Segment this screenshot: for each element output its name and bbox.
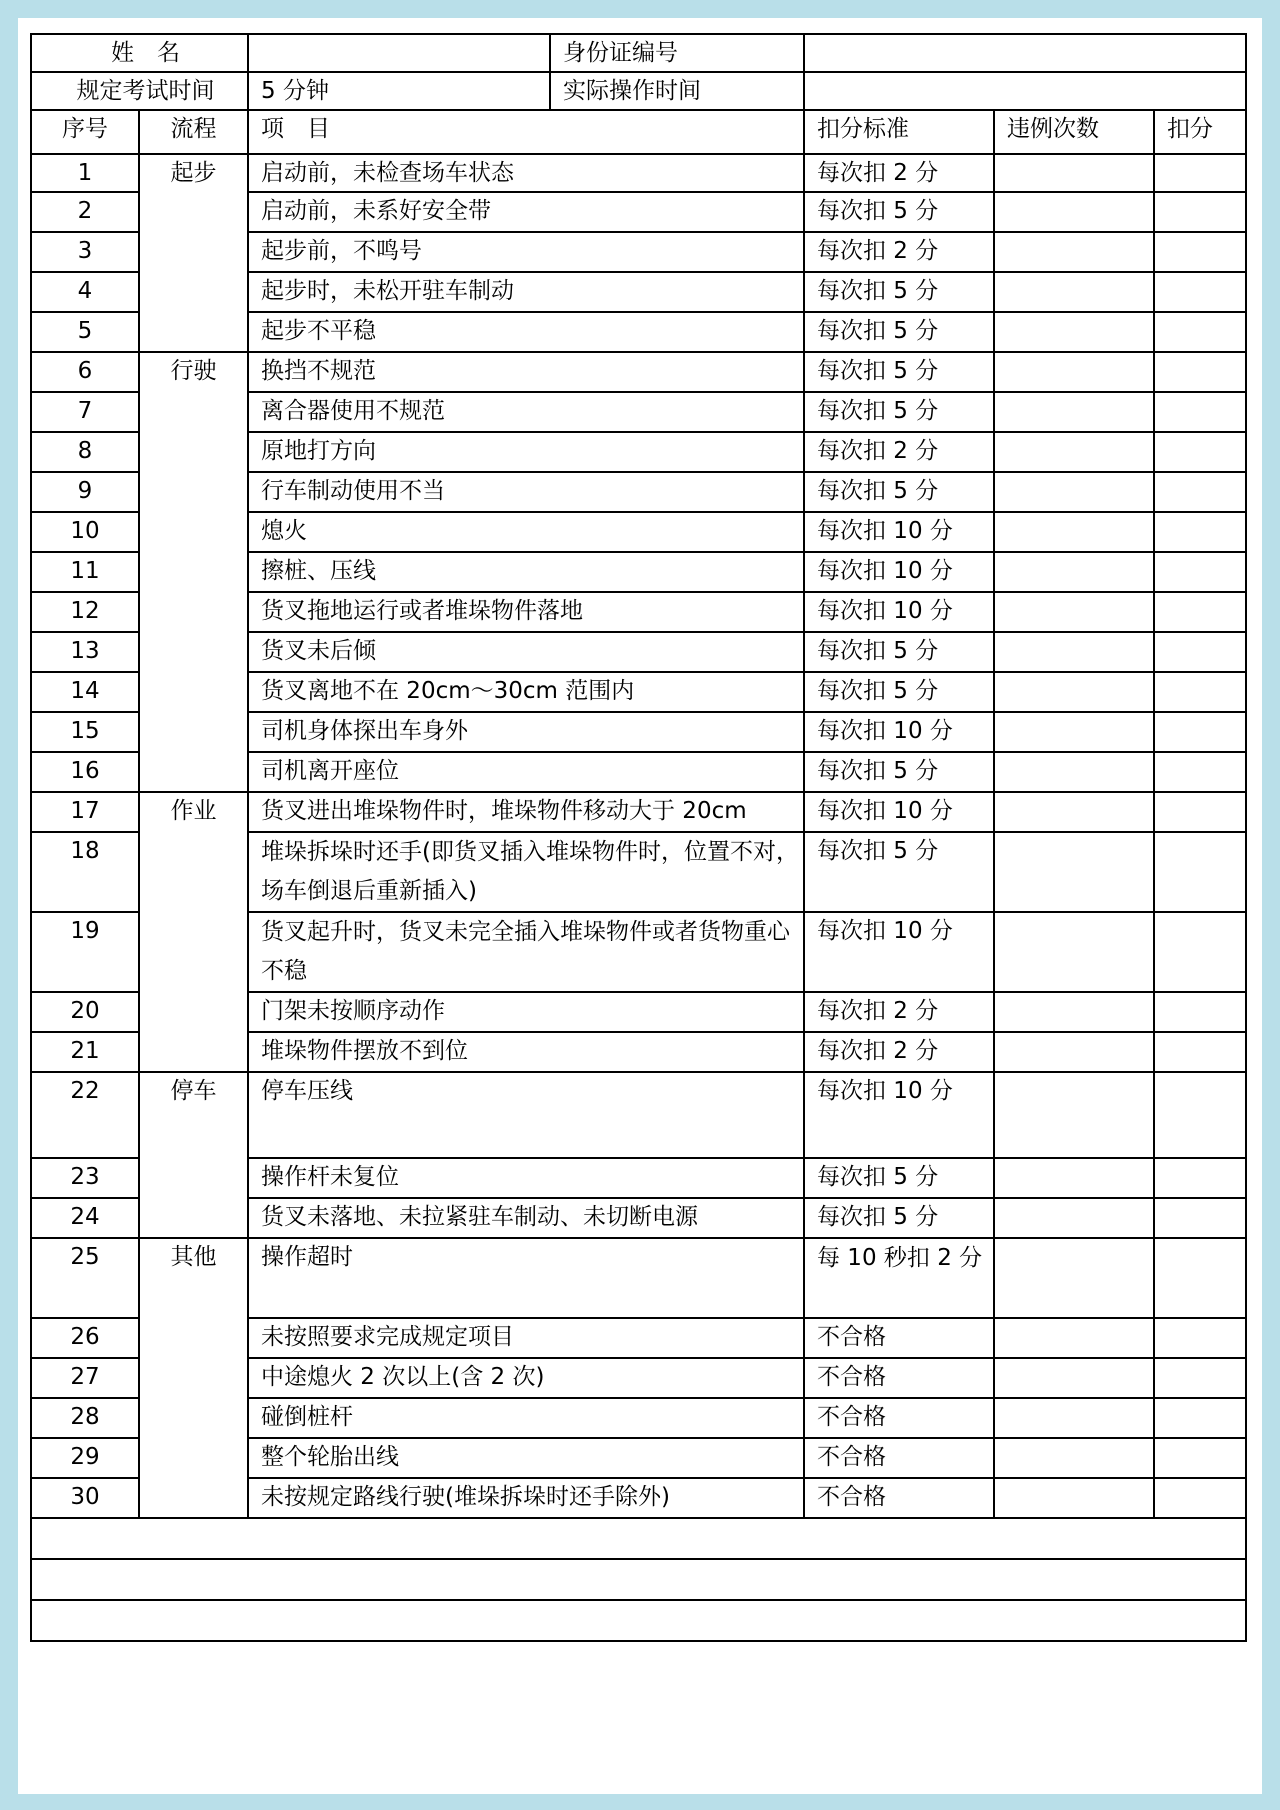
row-standard: 不合格: [804, 1318, 994, 1358]
row-seq: 28: [31, 1398, 139, 1438]
row-seq: 7: [31, 392, 139, 432]
table-row: [31, 1072, 1246, 1158]
row-score[interactable]: [1154, 352, 1246, 392]
table-row: [31, 352, 1246, 392]
exam-time-value: 5 分钟: [248, 72, 550, 110]
row-standard: 每次扣 5 分: [804, 832, 994, 912]
row-seq: 5: [31, 312, 139, 352]
row-score[interactable]: [1154, 154, 1246, 192]
row-count[interactable]: [994, 832, 1154, 912]
column-header-row: [31, 110, 1246, 154]
row-item: 未按照要求完成规定项目: [248, 1318, 804, 1358]
actual-time-value[interactable]: [804, 72, 1246, 110]
row-standard: 每次扣 10 分: [804, 592, 994, 632]
actual-time-label: 实际操作时间: [550, 72, 804, 110]
row-count[interactable]: [994, 192, 1154, 232]
row-standard: 每次扣 5 分: [804, 312, 994, 352]
row-seq: 24: [31, 1198, 139, 1238]
table-row: [31, 792, 1246, 832]
row-seq: 27: [31, 1358, 139, 1398]
row-seq: 23: [31, 1158, 139, 1198]
row-score[interactable]: [1154, 512, 1246, 552]
row-item: 货叉未落地、未拉紧驻车制动、未切断电源: [248, 1198, 804, 1238]
row-item: 未按规定路线行驶(堆垛拆垛时还手除外): [248, 1478, 804, 1518]
table-row: [31, 1238, 1246, 1318]
row-standard: 每次扣 5 分: [804, 192, 994, 232]
name-value[interactable]: [248, 34, 550, 72]
row-count[interactable]: [994, 432, 1154, 472]
row-score[interactable]: [1154, 312, 1246, 352]
row-item: 货叉进出堆垛物件时，堆垛物件移动大于 20cm: [248, 792, 804, 832]
row-count[interactable]: [994, 1198, 1154, 1238]
row-count[interactable]: [994, 1438, 1154, 1478]
row-seq: 22: [31, 1072, 139, 1158]
row-item: 启动前，未检查场车状态: [248, 154, 804, 192]
col-count: 违例次数: [994, 110, 1154, 154]
row-item: 熄火: [248, 512, 804, 552]
col-standard: 扣分标准: [804, 110, 994, 154]
row-count[interactable]: [994, 712, 1154, 752]
header-row-name: [31, 34, 1246, 72]
row-item: 操作超时: [248, 1238, 804, 1318]
row-count[interactable]: [994, 1318, 1154, 1358]
row-count[interactable]: [994, 1072, 1154, 1158]
score-sheet-table: [30, 33, 1247, 1642]
row-score[interactable]: [1154, 552, 1246, 592]
col-stage: 流程: [139, 110, 248, 154]
header-row-time: [31, 72, 1246, 110]
row-standard: 每次扣 5 分: [804, 472, 994, 512]
row-seq: 30: [31, 1478, 139, 1518]
row-stage: 停车: [139, 1072, 248, 1238]
exam-time-label: 规定考试时间: [31, 72, 248, 110]
row-score[interactable]: [1154, 1438, 1246, 1478]
col-item: 项 目: [248, 110, 804, 154]
row-item: 擦桩、压线: [248, 552, 804, 592]
row-standard: 不合格: [804, 1398, 994, 1438]
row-score[interactable]: [1154, 1032, 1246, 1072]
row-seq: 18: [31, 832, 139, 912]
row-count[interactable]: [994, 552, 1154, 592]
row-seq: 10: [31, 512, 139, 552]
col-score: 扣分: [1154, 110, 1246, 154]
row-seq: 2: [31, 192, 139, 232]
row-count[interactable]: [994, 912, 1154, 992]
row-item: 中途熄火 2 次以上(含 2 次): [248, 1358, 804, 1398]
row-item: 换挡不规范: [248, 352, 804, 392]
row-seq: 21: [31, 1032, 139, 1072]
row-standard: 每次扣 2 分: [804, 992, 994, 1032]
row-seq: 9: [31, 472, 139, 512]
row-standard: 每次扣 2 分: [804, 154, 994, 192]
row-seq: 29: [31, 1438, 139, 1478]
id-label: 身份证编号: [550, 34, 804, 72]
row-seq: 13: [31, 632, 139, 672]
row-item: 行车制动使用不当: [248, 472, 804, 512]
row-seq: 4: [31, 272, 139, 312]
table-row: [31, 154, 1246, 192]
row-standard: 每次扣 5 分: [804, 392, 994, 432]
row-count[interactable]: [994, 272, 1154, 312]
row-score[interactable]: [1154, 1398, 1246, 1438]
row-count[interactable]: [994, 352, 1154, 392]
row-count[interactable]: [994, 672, 1154, 712]
name-label: 姓 名: [31, 34, 248, 72]
row-stage: 行驶: [139, 352, 248, 792]
row-item: 货叉离地不在 20cm～30cm 范围内: [248, 672, 804, 712]
row-score[interactable]: [1154, 1158, 1246, 1198]
row-seq: 19: [31, 912, 139, 992]
row-count[interactable]: [994, 312, 1154, 352]
row-item: 整个轮胎出线: [248, 1438, 804, 1478]
row-score[interactable]: [1154, 432, 1246, 472]
row-item: 原地打方向: [248, 432, 804, 472]
row-seq: 15: [31, 712, 139, 752]
row-standard: 每次扣 5 分: [804, 272, 994, 312]
col-seq: 序号: [31, 110, 139, 154]
row-standard: 每次扣 5 分: [804, 1198, 994, 1238]
id-value[interactable]: [804, 34, 1246, 72]
row-count[interactable]: [994, 512, 1154, 552]
row-item: 货叉拖地运行或者堆垛物件落地: [248, 592, 804, 632]
row-score[interactable]: [1154, 232, 1246, 272]
row-seq: 8: [31, 432, 139, 472]
row-standard: 每次扣 5 分: [804, 1158, 994, 1198]
row-count[interactable]: [994, 232, 1154, 272]
row-score[interactable]: [1154, 632, 1246, 672]
row-standard: 每次扣 2 分: [804, 432, 994, 472]
row-count[interactable]: [994, 792, 1154, 832]
row-item: 堆垛拆垛时还手(即货叉插入堆垛物件时，位置不对，场车倒退后重新插入): [248, 832, 804, 912]
row-score[interactable]: [1154, 1198, 1246, 1238]
row-standard: 不合格: [804, 1478, 994, 1518]
row-score[interactable]: [1154, 1072, 1246, 1158]
row-count[interactable]: [994, 1032, 1154, 1072]
row-count[interactable]: [994, 632, 1154, 672]
row-score[interactable]: [1154, 192, 1246, 232]
row-score[interactable]: [1154, 712, 1246, 752]
row-seq: 11: [31, 552, 139, 592]
row-count[interactable]: [994, 992, 1154, 1032]
row-standard: 每次扣 5 分: [804, 352, 994, 392]
row-stage: 其他: [139, 1238, 248, 1518]
row-item: 货叉起升时，货叉未完全插入堆垛物件或者货物重心不稳: [248, 912, 804, 992]
footer-cell[interactable]: [31, 1600, 1246, 1641]
row-item: 碰倒桩杆: [248, 1398, 804, 1438]
footer-row: [31, 1600, 1246, 1641]
row-score[interactable]: [1154, 592, 1246, 632]
row-item: 离合器使用不规范: [248, 392, 804, 432]
row-item: 堆垛物件摆放不到位: [248, 1032, 804, 1072]
row-item: 启动前，未系好安全带: [248, 192, 804, 232]
row-count[interactable]: [994, 392, 1154, 432]
row-seq: 14: [31, 672, 139, 712]
row-score[interactable]: [1154, 752, 1246, 792]
footer-row: [31, 1559, 1246, 1600]
row-score[interactable]: [1154, 1478, 1246, 1518]
row-standard: 每次扣 10 分: [804, 792, 994, 832]
row-score[interactable]: [1154, 472, 1246, 512]
row-seq: 20: [31, 992, 139, 1032]
row-item: 起步不平稳: [248, 312, 804, 352]
row-standard: 每次扣 5 分: [804, 632, 994, 672]
row-standard: 每次扣 2 分: [804, 1032, 994, 1072]
row-count[interactable]: [994, 592, 1154, 632]
row-seq: 25: [31, 1238, 139, 1318]
row-standard: 每次扣 5 分: [804, 752, 994, 792]
row-item: 门架未按顺序动作: [248, 992, 804, 1032]
row-count[interactable]: [994, 1158, 1154, 1198]
row-count[interactable]: [994, 154, 1154, 192]
row-score[interactable]: [1154, 272, 1246, 312]
row-standard: 每次扣 10 分: [804, 712, 994, 752]
row-standard: 每次扣 10 分: [804, 912, 994, 992]
row-count[interactable]: [994, 1478, 1154, 1518]
row-stage: 起步: [139, 154, 248, 352]
row-standard: 不合格: [804, 1358, 994, 1398]
row-standard: 每次扣 10 分: [804, 1072, 994, 1158]
row-item: 货叉未后倾: [248, 632, 804, 672]
row-count[interactable]: [994, 1398, 1154, 1438]
row-standard: 每次扣 10 分: [804, 552, 994, 592]
row-item: 操作杆未复位: [248, 1158, 804, 1198]
row-standard: 每次扣 10 分: [804, 512, 994, 552]
row-standard: 每次扣 5 分: [804, 672, 994, 712]
row-seq: 3: [31, 232, 139, 272]
row-item: 起步时，未松开驻车制动: [248, 272, 804, 312]
footer-row: [31, 1518, 1246, 1559]
row-score[interactable]: [1154, 832, 1246, 912]
row-score[interactable]: [1154, 1358, 1246, 1398]
row-item: 司机身体探出车身外: [248, 712, 804, 752]
row-seq: 17: [31, 792, 139, 832]
row-item: 司机离开座位: [248, 752, 804, 792]
deduction-rows: [31, 154, 1246, 1518]
row-item: 起步前，不鸣号: [248, 232, 804, 272]
row-score[interactable]: [1154, 392, 1246, 432]
row-seq: 1: [31, 154, 139, 192]
row-count[interactable]: [994, 1238, 1154, 1318]
row-standard: 每次扣 2 分: [804, 232, 994, 272]
row-score[interactable]: [1154, 1318, 1246, 1358]
row-score[interactable]: [1154, 912, 1246, 992]
row-seq: 26: [31, 1318, 139, 1358]
row-score[interactable]: [1154, 1238, 1246, 1318]
row-count[interactable]: [994, 752, 1154, 792]
row-score[interactable]: [1154, 992, 1246, 1032]
score-sheet-paper: [18, 18, 1262, 1794]
row-count[interactable]: [994, 1358, 1154, 1398]
row-standard: 每 10 秒扣 2 分: [804, 1238, 994, 1318]
row-score[interactable]: [1154, 792, 1246, 832]
row-seq: 12: [31, 592, 139, 632]
row-standard: 不合格: [804, 1438, 994, 1478]
row-count[interactable]: [994, 472, 1154, 512]
footer-cell[interactable]: [31, 1518, 1246, 1559]
row-score[interactable]: [1154, 672, 1246, 712]
footer-cell[interactable]: [31, 1559, 1246, 1600]
row-item: 停车压线: [248, 1072, 804, 1158]
row-stage: 作业: [139, 792, 248, 1072]
row-seq: 16: [31, 752, 139, 792]
row-seq: 6: [31, 352, 139, 392]
